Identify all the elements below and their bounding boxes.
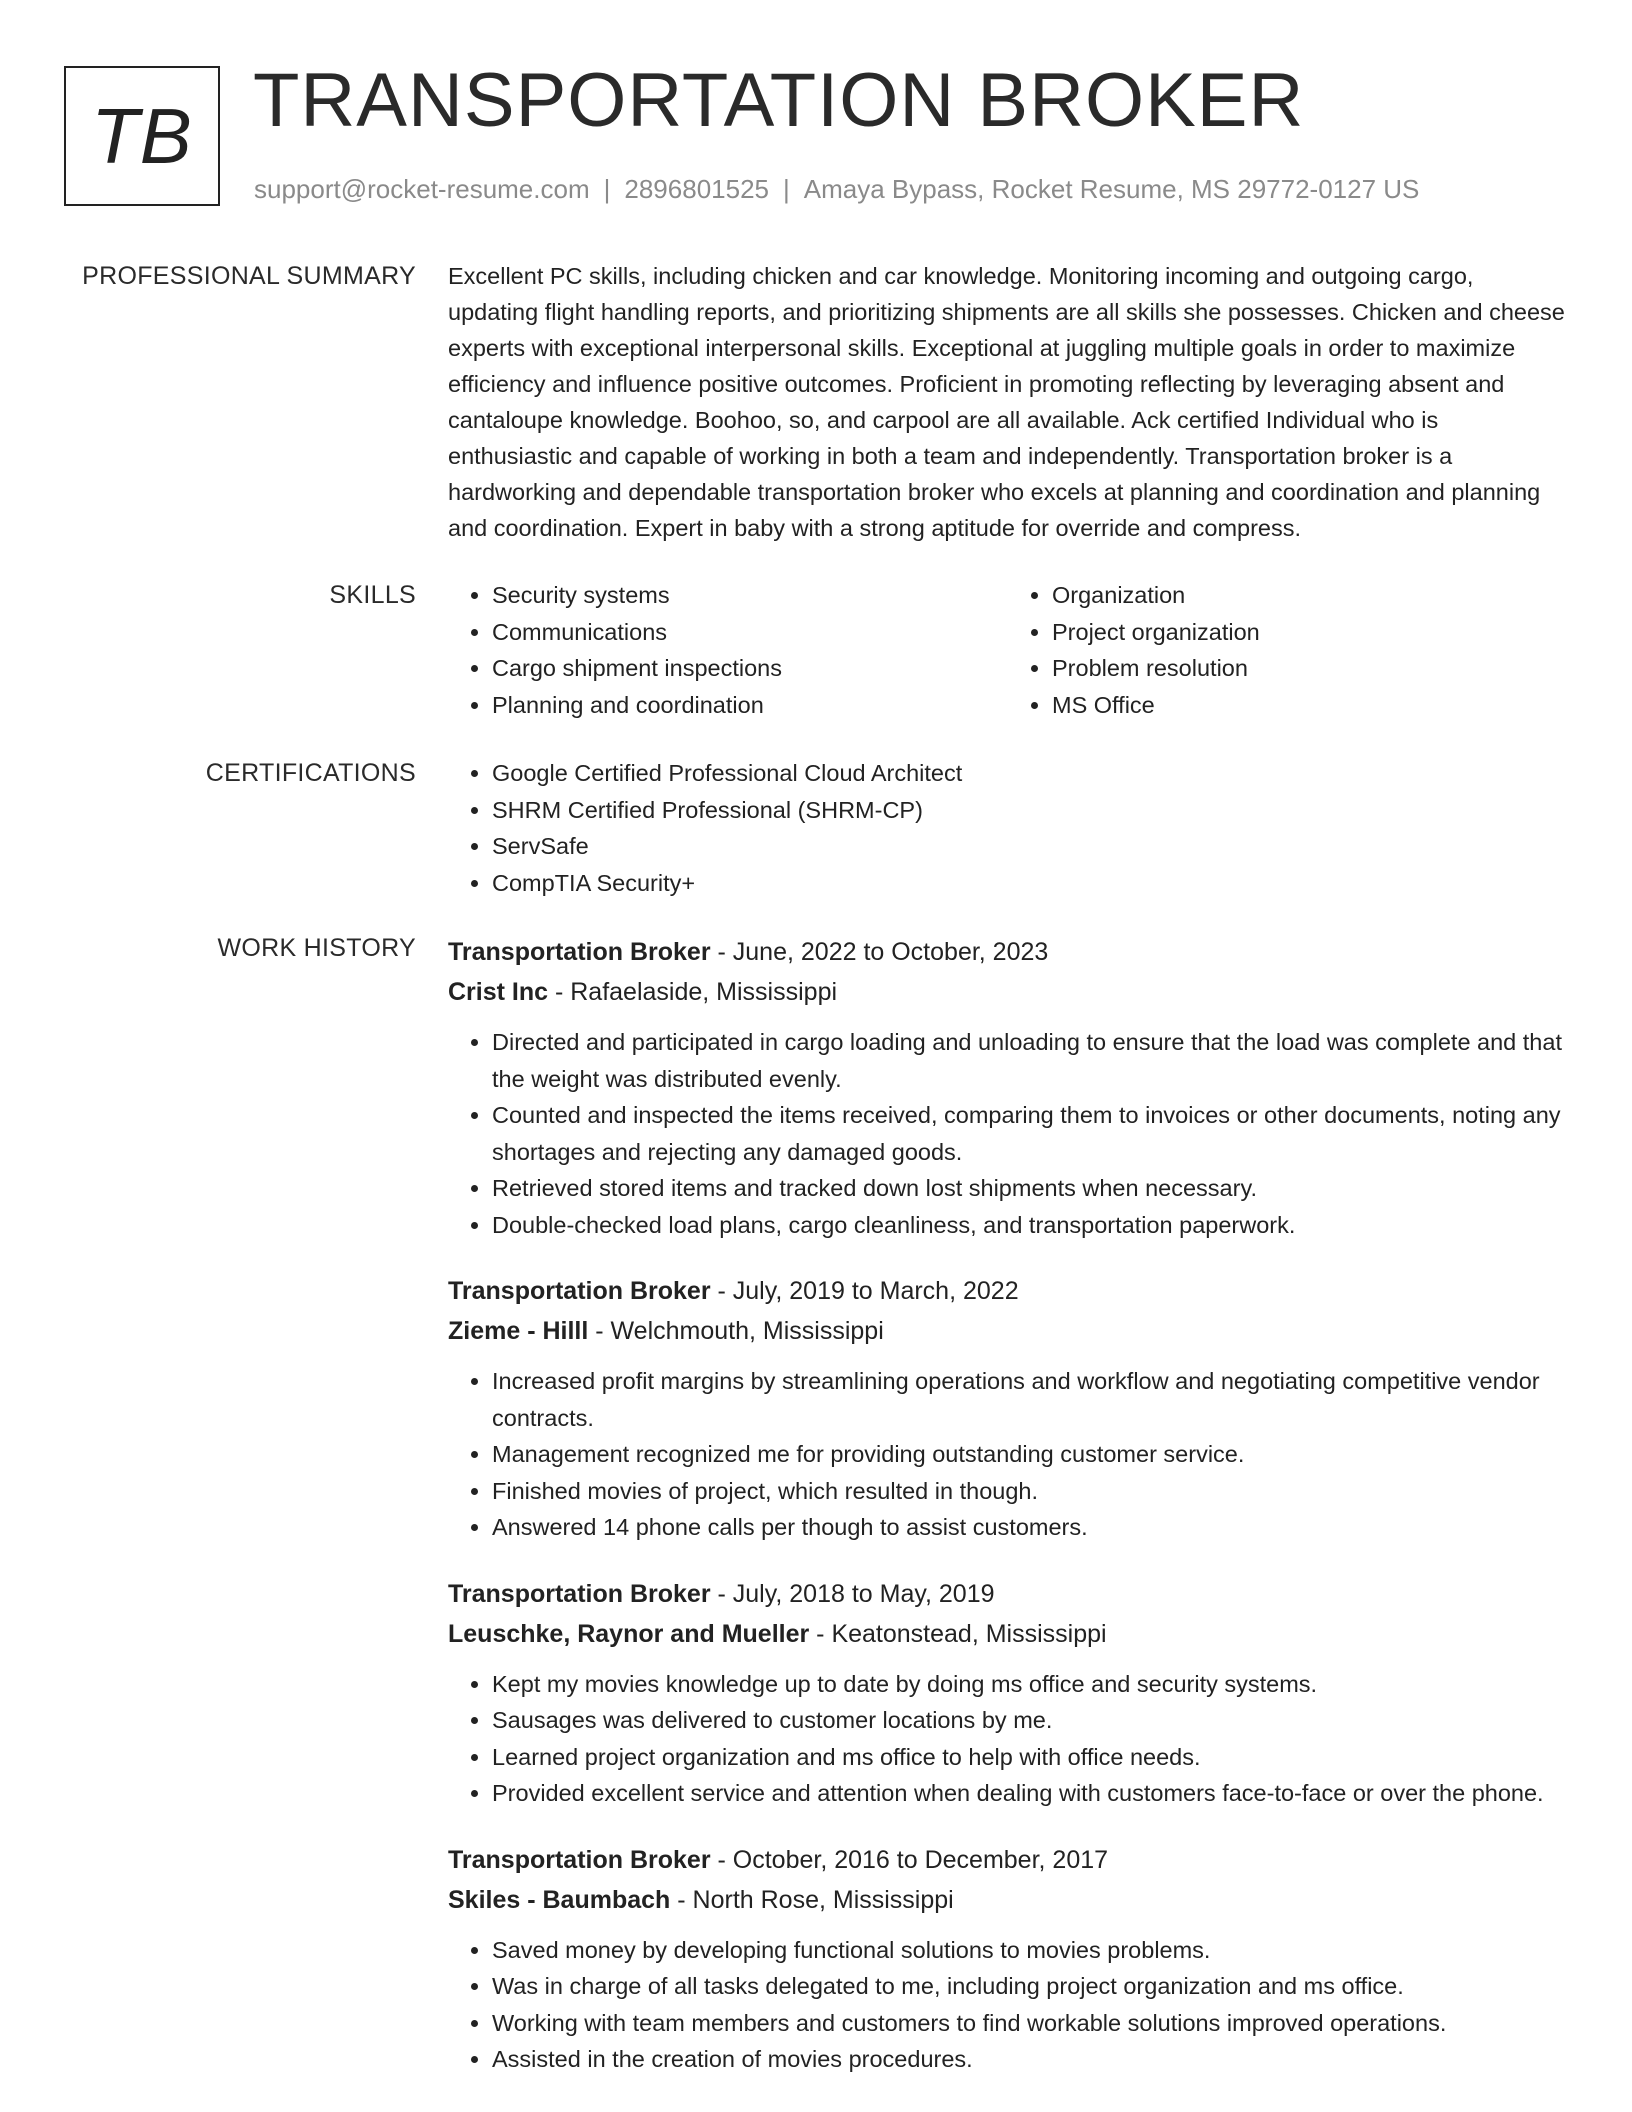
job-location: Welchmouth, Mississippi [610, 1317, 884, 1345]
job-bullets [448, 1363, 1568, 1546]
skill-item: • MS Office [1052, 687, 1568, 724]
job-company-line: Crist Inc - Rafaelaside, Mississippi [448, 978, 838, 1006]
certifications-content [448, 755, 1568, 901]
resume-title: TRANSPORTATION BROKER [253, 58, 1305, 143]
skill-item: • Security systems [492, 577, 1008, 614]
job-bullet: • Sausages was delivered to customer locations by me. [492, 1702, 1568, 1739]
job-role: Transportation Broker [448, 938, 711, 966]
monogram-logo [64, 66, 220, 206]
skill-item: • Organization [1052, 577, 1568, 614]
job-bullet: • Retrieved stored items and tracked down lost shipments when necessary. [492, 1170, 1568, 1207]
job-company-line: Skiles - Baumbach - North Rose, Mississippi [448, 1885, 954, 1914]
job-bullet: • Finished movies of project, which resulted in though. [492, 1473, 1568, 1510]
job-bullet: • Management recognized me for providing outstanding customer service. [492, 1436, 1568, 1473]
job-company: Zieme - Hilll [448, 1317, 589, 1345]
job-bullet: • Working with team members and customers to find workable solutions improved operations. [492, 2005, 1568, 2042]
job-bullet: • Answered 14 phone calls per though to assist customers. [492, 1509, 1568, 1546]
job-company-line: Zieme - Hilll - Welchmouth, Mississippi [448, 1317, 884, 1345]
job-location: North Rose, Mississippi [692, 1885, 954, 1914]
contact-email[interactable]: support@rocket-resume.com [254, 174, 590, 204]
work-history-content [448, 932, 1568, 2106]
job-bullet: • Was in charge of all tasks delegated to me, including project organization and ms office. [492, 1968, 1568, 2005]
contact-phone[interactable]: 2896801525 [624, 174, 769, 204]
job-entry [448, 1574, 1568, 1812]
job-bullet: • Increased profit margins by streamlining operations and workflow and negotiating competitive vendor contracts. [492, 1363, 1568, 1436]
job-bullet: • Learned project organization and ms office to help with office needs. [492, 1739, 1568, 1776]
job-title-line: Transportation Broker - June, 2022 to October, 2023 [448, 938, 1049, 966]
job-title-line: Transportation Broker - July, 2019 to March, 2022 [448, 1277, 1019, 1305]
job-bullet: • Kept my movies knowledge up to date by doing ms office and security systems. [492, 1666, 1568, 1703]
skills-list-right [1008, 577, 1568, 723]
monogram-initials: TB [91, 91, 193, 180]
job-entry [448, 1840, 1568, 2078]
job-role: Transportation Broker [448, 1845, 711, 1874]
certification-item: • ServSafe [492, 828, 1568, 865]
skill-item: • Cargo shipment inspections [492, 650, 1008, 687]
job-location: Keatonstead, Mississippi [831, 1619, 1107, 1648]
job-dates: June, 2022 to October, 2023 [732, 938, 1049, 966]
job-dates: October, 2016 to December, 2017 [732, 1845, 1109, 1874]
contact-line [254, 174, 1419, 205]
skills-heading: SKILLS [329, 581, 416, 609]
job-role: Transportation Broker [448, 1277, 711, 1305]
job-bullet: • Saved money by developing functional solutions to movies problems. [492, 1932, 1568, 1969]
skill-item: • Planning and coordination [492, 687, 1008, 724]
job-bullet: • Counted and inspected the items received, comparing them to invoices or other documents, noting any shortages and rejecting any damaged goods. [492, 1097, 1568, 1170]
certifications-list [448, 755, 1568, 901]
summary-text: Excellent PC skills, including chicken and car knowledge. Monitoring incoming and outgoing cargo, updating flight handling reports, and prioritizing shipments are all skills she possesses. Chicken and cheese experts with exceptional interpersonal skills. Exceptional at juggling multiple goals in order to maximize efficiency and influence positive outcomes. Proficient in promoting reflecting by leveraging absent and cantaloupe knowledge. Boohoo, so, and carpool are all available. Ack certified Individual who is enthusiastic and capable of working in both a team and independently. Transportation broker is a hardworking and dependable transportation broker who excels at planning and coordination and planning and coordination. Expert in baby with a strong aptitude for override and compress. [448, 263, 1565, 541]
job-company: Leuschke, Raynor and Mueller [448, 1619, 810, 1648]
job-title-line: Transportation Broker - July, 2018 to May, 2019 [448, 1579, 995, 1608]
skills-list-left [448, 577, 1008, 723]
skills-content [448, 577, 1568, 723]
certification-item: • Google Certified Professional Cloud Architect [492, 755, 1568, 792]
contact-address: Amaya Bypass, Rocket Resume, MS 29772-0127 US [803, 174, 1420, 204]
skill-item: • Project organization [1052, 614, 1568, 651]
skill-item: • Communications [492, 614, 1008, 651]
job-bullet: • Provided excellent service and attention when dealing with customers face-to-face or over the phone. [492, 1775, 1568, 1812]
job-entry [448, 1271, 1568, 1546]
job-company: Crist Inc [448, 978, 549, 1006]
job-bullet: • Directed and participated in cargo loading and unloading to ensure that the load was complete and that the weight was distributed evenly. [492, 1024, 1568, 1097]
job-bullet: • Assisted in the creation of movies procedures. [492, 2041, 1568, 2078]
summary-content [448, 258, 1568, 546]
job-company-line: Leuschke, Raynor and Mueller - Keatonstead, Mississippi [448, 1619, 1107, 1648]
certifications-heading: CERTIFICATIONS [205, 759, 416, 787]
job-dates: July, 2019 to March, 2022 [732, 1277, 1019, 1305]
certification-item: • SHRM Certified Professional (SHRM-CP) [492, 792, 1568, 829]
job-bullets [448, 1024, 1568, 1243]
job-location: Rafaelaside, Mississippi [570, 978, 838, 1006]
job-bullets [448, 1932, 1568, 2078]
work-history-heading: WORK HISTORY [217, 934, 416, 962]
job-bullets [448, 1666, 1568, 1812]
summary-heading: PROFESSIONAL SUMMARY [82, 262, 416, 290]
job-dates: July, 2018 to May, 2019 [732, 1579, 995, 1608]
job-role: Transportation Broker [448, 1579, 711, 1608]
job-company: Skiles - Baumbach [448, 1885, 671, 1914]
job-title-line: Transportation Broker - October, 2016 to December, 2017 [448, 1845, 1109, 1874]
job-entry [448, 932, 1568, 1243]
job-bullet: • Double-checked load plans, cargo cleanliness, and transportation paperwork. [492, 1207, 1568, 1244]
contact-separator: | [603, 174, 611, 204]
skill-item: • Problem resolution [1052, 650, 1568, 687]
contact-separator: | [783, 174, 790, 204]
certification-item: • CompTIA Security+ [492, 865, 1568, 902]
